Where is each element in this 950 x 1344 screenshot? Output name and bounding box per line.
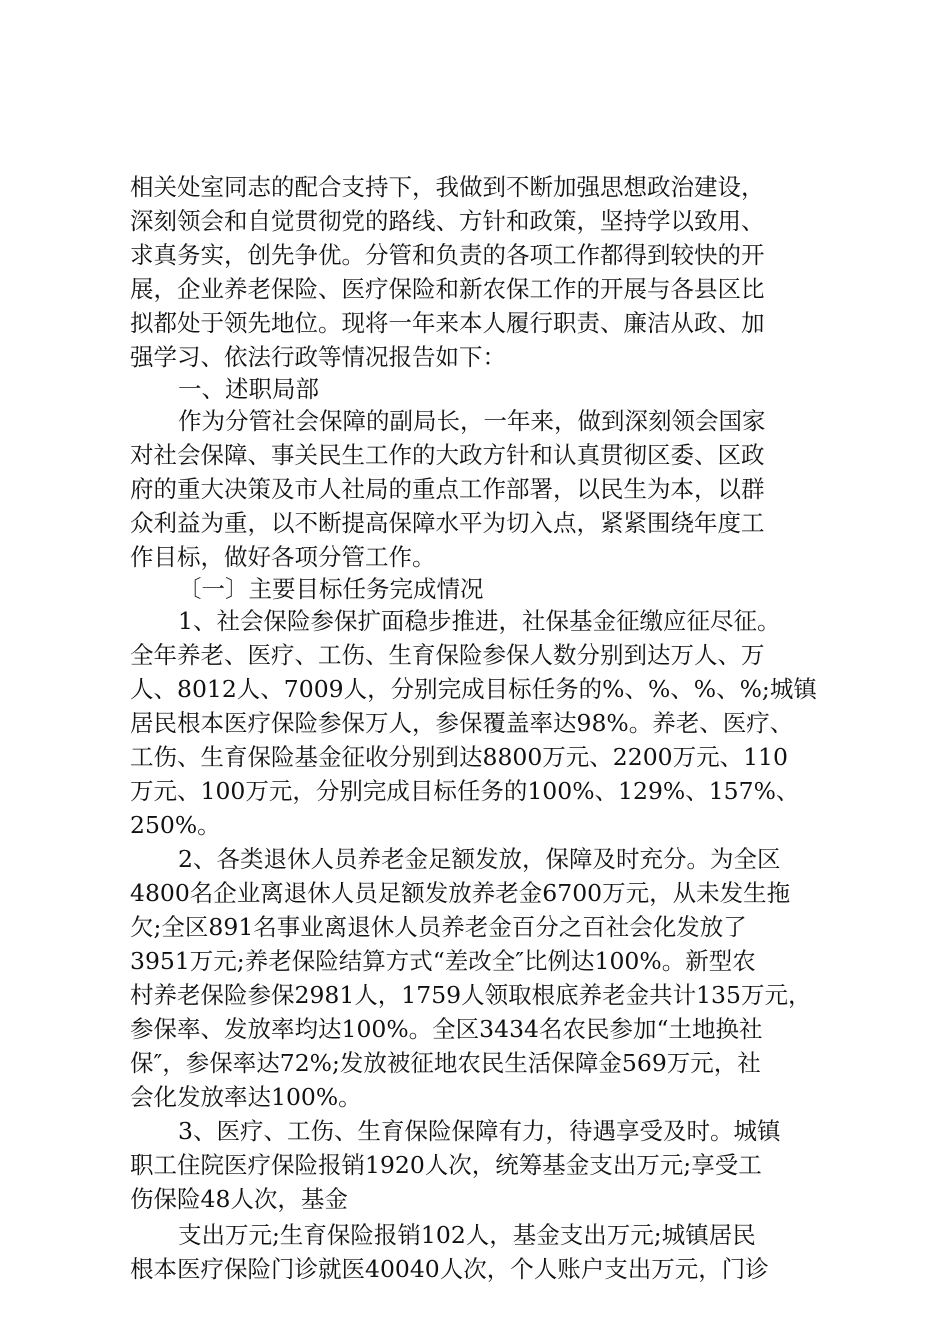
text-line: 作为分管社会保障的副局长，一年来，做到深刻领会国家 xyxy=(178,407,766,435)
text-line: 众利益为重，以不断提高保障水平为切入点，紧紧围绕年度工 xyxy=(130,509,765,537)
text-line: 村养老保险参保2981人，1759人领取根底养老金共计135万元， xyxy=(130,981,812,1009)
text-line: 拟都处于领先地位。现将一年来本人履行职责、廉洁从政、加 xyxy=(130,309,765,337)
text-line: 2、各类退休人员养老金足额发放，保障及时充分。为全区 xyxy=(178,845,781,873)
text-line: 欠;全区891名事业离退休人员养老金百分之百社会化发放了 xyxy=(130,913,747,941)
text-line: 参保率、发放率均达100%。全区3434名农民参加“土地换社 xyxy=(130,1015,763,1043)
text-line: 250%。 xyxy=(130,811,221,839)
text-line: 伤保险48人次，基金 xyxy=(130,1185,348,1213)
text-line: 保″，参保率达72%;发放被征地农民生活保障金569万元，社 xyxy=(130,1049,761,1077)
text-line: 3951万元;养老保险结算方式“差改全″比例达100%。新型农 xyxy=(130,947,756,975)
text-line: 工伤、生育保险基金征收分别到达8800万元、2200万元、110 xyxy=(130,743,788,771)
text-line: 展，企业养老保险、医疗保险和新农保工作的开展与各县区比 xyxy=(130,275,765,303)
section-heading: 一、述职局部 xyxy=(178,375,319,403)
text-line: 全年养老、医疗、工伤、生育保险参保人数分别到达万人、万 xyxy=(130,641,765,669)
text-line: 深刻领会和自觉贯彻党的路线、方针和政策，坚持学以致用、 xyxy=(130,207,765,235)
text-line: 根本医疗保险门诊就医40040人次，个人账户支出万元，门诊 xyxy=(130,1255,769,1283)
text-line: 职工住院医疗保险报销1920人次，统筹基金支出万元;享受工 xyxy=(130,1151,762,1179)
text-line: 相关处室同志的配合支持下，我做到不断加强思想政治建设， xyxy=(130,173,765,201)
text-line: 作目标，做好各项分管工作。 xyxy=(130,543,436,571)
text-line: 1、社会保险参保扩面稳步推进，社保基金征缴应征尽征。 xyxy=(178,607,781,635)
text-line: 对社会保障、事关民生工作的大政方针和认真贯彻区委、区政 xyxy=(130,441,765,469)
text-line: 强学习、依法行政等情况报告如下： xyxy=(130,343,506,371)
text-line: 支出万元;生育保险报销102人，基金支出万元;城镇居民 xyxy=(178,1221,756,1249)
text-line: 万元、100万元，分别完成目标任务的100%、129%、157%、 xyxy=(130,777,800,805)
text-line: 求真务实，创先争优。分管和负责的各项工作都得到较快的开 xyxy=(130,241,765,269)
text-line: 府的重大决策及市人社局的重点工作部署，以民生为本，以群 xyxy=(130,475,765,503)
subsection-heading: 〔一〕主要目标任务完成情况 xyxy=(178,575,484,603)
text-line: 会化发放率达100%。 xyxy=(130,1083,362,1111)
text-line: 3、医疗、工伤、生育保险保障有力，待遇享受及时。城镇 xyxy=(178,1117,781,1145)
text-line: 人、8012人、7009人，分别完成目标任务的%、%、%、%;城镇 xyxy=(130,675,817,703)
text-line: 4800名企业离退休人员足额发放养老金6700万元，从未发生拖 xyxy=(130,879,791,907)
text-line: 居民根本医疗保险参保万人，参保覆盖率达98%。养老、医疗、 xyxy=(130,709,794,737)
